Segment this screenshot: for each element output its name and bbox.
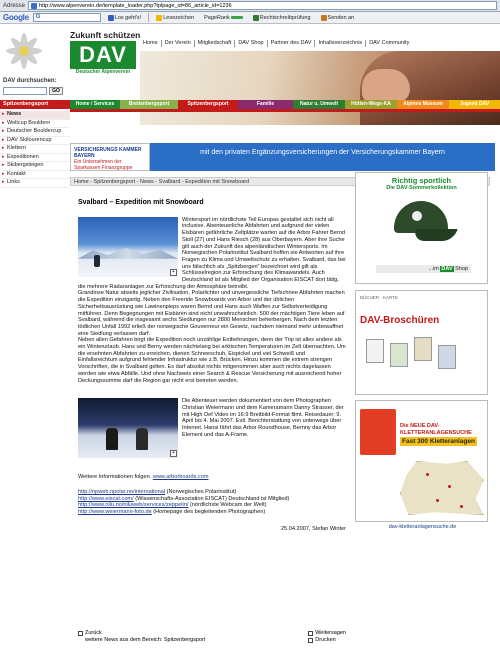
article-title: Svalbard – Expedition mit Snowboard <box>78 199 204 206</box>
climber-hand <box>362 69 410 103</box>
section-nav <box>70 100 500 109</box>
sidebar-item-skitourencup[interactable]: ▸ DAV Skitourencup <box>0 137 70 146</box>
print-link[interactable]: Drucken <box>308 637 346 644</box>
links-block: Weitere Informationen folgen. www.arborboards.com http://npweb.npolar.no/international (Norwegisches Polarinstitut) http://www.eiscat.com/ (Wissenschafts-Assoziation EISCAT) Deutschland ist Mitglied) http://www.nilu.no/niluweb/services/zeppelin/ (nördlichste Webcam der Welt) http://www.weiermann-foto.de (Homepage des begleitenden Photographen) 25.04.2007, Stefan Winter <box>78 474 346 532</box>
site-search-input[interactable] <box>3 87 47 95</box>
sidebar-item-skibergsteigen[interactable]: ▸ Skibergsteigen <box>0 162 70 171</box>
address-label: Adresse <box>3 2 26 9</box>
germany-map-icon <box>400 461 484 515</box>
secnav-breitenbergsport[interactable]: Breitenbergsport <box>120 100 178 109</box>
ad2-header: BÜCHER · KARTE <box>360 295 398 300</box>
edelweiss-icon <box>6 33 42 69</box>
ad3-url[interactable]: dav-kletteranlagensuche.de <box>388 524 457 530</box>
zoom-icon[interactable]: + <box>170 269 177 276</box>
topnav-home[interactable]: Home <box>143 40 158 46</box>
sidebar-item-expeditionen[interactable]: ▸ Expeditionen <box>0 154 70 163</box>
brochure-icon <box>366 339 384 363</box>
arrow-icon: ▸ <box>2 162 5 168</box>
article-para-1: Wintersport im nördlichste Teil Europas gestaltet sich nicht all inclusive. Abenteuerliche Abfahrten und aufgrund der vielen Eisbären gefährliche Zeltplätze warten auf die Arbor Fahrer Bernd Stoll (27) und Hans Riesch (28) aus Oberbayern. Aber ihre Suche gilt auch der Zukunft des alpenländischen Wintersports. Im Norwegischen Polarinstitut Svalbard hoffen sie Antworten auf ihre Fragen zu Klima und Umweltschutz zu erhalten. Svalbard, das bei uns fälschlich als „Spitzbergen" bezeichnet wird gilt als Schlüsselregion zur Erforschung des Klimawandels. Auch Deutschland ist als Mitglied der Organisation EISCAT dort tätig, die mehrere Radaranlagen zur Erforschung der Atmosphäre betreibt. <box>78 216 346 290</box>
bookmarks-button[interactable]: Lesezeichen <box>153 13 197 22</box>
article-para-4: Die Abenteuer werden dokumentiert von dem Photographen Christian Weiermann und dem Kameramann Danny Strasser, der mit High Def Video im 16:9 Breitbild-Format filmt. Reisedauer: 9. April bis 4. Mai 2007. Evtl. Berichterstattung von unterwegs über Internet. Hansi fährt das Arbor Roundhouse, Bernny das Arbor Element und das A-Frame. <box>182 398 344 438</box>
page-icon <box>31 3 37 9</box>
more-news-link[interactable]: weitere News aus dem Bereich: Spitzenbergsport <box>85 637 206 643</box>
google-toolbar <box>0 12 500 24</box>
secnav-home[interactable]: Home / Services <box>70 100 120 109</box>
secnav-familie[interactable]: Familie <box>238 100 293 109</box>
link-weiermann[interactable]: http://www.weiermann-foto.de <box>78 509 152 516</box>
top-nav <box>140 39 500 48</box>
search-go-button[interactable]: GO <box>49 87 63 95</box>
search-icon <box>108 15 114 21</box>
arrow-icon: ▸ <box>2 170 5 177</box>
sidebar <box>0 100 70 188</box>
star-icon <box>156 15 162 21</box>
breadcrumb[interactable]: Home - Spitzenbergsport - News - Svalbard - Expedition mit Snowboard <box>70 177 490 186</box>
arrow-icon: ▸ <box>2 136 5 143</box>
zoom-icon[interactable]: + <box>170 450 177 457</box>
header-left <box>0 25 70 100</box>
insurance-banner[interactable] <box>70 143 495 171</box>
site <box>0 25 500 655</box>
send-icon <box>321 15 327 21</box>
google-search-input[interactable] <box>33 13 101 22</box>
mail-icon <box>308 631 313 636</box>
sidebar-list <box>0 109 70 188</box>
dav-logo[interactable]: DAV <box>70 41 136 69</box>
checkmark-icon <box>253 15 259 21</box>
topnav-community[interactable]: DAV Community <box>365 40 412 47</box>
tagline: Zukunft schützen <box>70 30 141 40</box>
link-eiscat[interactable]: http://www.eiscat.com/ <box>78 495 134 502</box>
sidebar-item-news[interactable]: ▸ News <box>0 111 70 120</box>
printer-icon <box>308 638 313 643</box>
ad1-title: Richtig sportlich <box>391 176 452 185</box>
ad3-fast: Fast 300 Kletteranlagen <box>402 438 475 445</box>
arborboards-link[interactable]: www.arborboards.com <box>152 474 209 481</box>
send-button[interactable]: Senden an <box>318 13 358 22</box>
section-nav-underline <box>70 109 500 112</box>
sidebar-heading: Spitzenbergsport <box>0 100 70 109</box>
ad1-shop-bar: ...im DAV Shop <box>376 265 471 273</box>
article-photo-2[interactable] <box>78 398 178 458</box>
secnav-museum[interactable]: Alpines Museum <box>397 100 449 109</box>
google-logo[interactable]: Google <box>3 13 29 22</box>
url-input[interactable] <box>28 1 497 10</box>
link-npolar[interactable]: http://npweb.npolar.no/international <box>78 488 166 495</box>
arrow-icon: ▸ <box>2 153 5 160</box>
arrow-icon: ▸ <box>2 145 5 151</box>
link-nilu[interactable]: http://www.nilu.no/niluweb/services/zeppelin/ <box>78 502 189 509</box>
brochure-icon <box>438 345 456 369</box>
arrow-icon: ▸ <box>2 119 5 126</box>
sidebar-item-weltcup[interactable]: ▸ Weltcup Bouldern <box>0 120 70 129</box>
pagerank-bar-icon <box>231 16 243 19</box>
secnav-spitzenbergsport[interactable]: Spitzenbergsport <box>178 100 238 109</box>
map-pin-icon <box>448 485 451 488</box>
cap-icon <box>386 201 456 247</box>
address-bar <box>0 0 500 12</box>
logo-area <box>70 25 140 100</box>
secnav-jugend[interactable]: Jugend DAV <box>449 100 500 109</box>
sidebar-item-klettern[interactable]: ▸ Klettern <box>0 145 70 154</box>
go-button[interactable]: Los geht's! <box>105 13 144 22</box>
map-pin-icon <box>460 505 463 508</box>
article-photo-1[interactable] <box>78 217 178 277</box>
ad-climbing-search[interactable] <box>355 400 488 530</box>
more-info-text: Weitere Informationen folgen. <box>78 474 153 481</box>
sidebar-item-kontakt[interactable]: ▸ Kontakt <box>0 171 70 180</box>
article <box>78 200 346 533</box>
article-block-2 <box>78 384 346 457</box>
ad-summer-collection[interactable] <box>355 172 488 284</box>
banner-text: mit den privaten Ergänzungsversicherungen der Versicherungskammer Bayern <box>150 143 495 171</box>
topnav-partner[interactable]: Partner des DAV <box>267 40 315 47</box>
hero-image <box>140 51 500 125</box>
topnav-inhalt[interactable]: Inhaltsverzeichnis <box>314 40 365 47</box>
url-text: http://www.alpenverein.de/template_loader.php?tplpage_id=86_article_id=1236 <box>39 3 232 9</box>
back-arrow-icon <box>78 631 83 636</box>
ad-brochures[interactable] <box>355 290 488 395</box>
brochure-icon <box>390 343 408 367</box>
secnav-huetten[interactable]: Hütten-Wege-KA <box>345 100 397 109</box>
arrow-icon: ▸ <box>2 111 5 117</box>
map-pin-icon <box>436 499 439 502</box>
article-para-3: Neben allen Gefahren birgt die Expedition noch unzählige Entbehrungen, denn der Trip ist alles andere als ein Winterurlaub. Hans und Berny werden nächtelang bei arktischen Temperaturen im Zelt übernachten. Um die ersehnten Abfahrten zu erreichen, dienen Schneeschuh, Eispickel und viel Schweiß und Einfallsreichtum aufgrund fehlender Infrastruktur wie z.B. Brücken. Hinzu kommen die extrem strengen Vorschriften, die in Svalbard gelten. Es darf absolut nichts mitgenommen aber auch nichts dagelassen werden wie etwa Abfälle. Und ohne Nachweis einer Search & Rescue Versicherung mit ausreichend hoher Deckungssumme darf die Region gar nicht erst betreten werden. <box>78 337 346 384</box>
topnav-shop[interactable]: DAV Shop <box>234 40 266 47</box>
arrow-icon: ▸ <box>2 128 5 134</box>
arrow-icon: ▸ <box>2 179 5 185</box>
climber-icon <box>360 409 396 455</box>
sidebar-item-bouldercup[interactable]: ▸ Deutscher Bouldercup <box>0 128 70 137</box>
topnav-mitgliedschaft[interactable]: Mitgliedschaft <box>194 40 235 47</box>
secnav-natur[interactable]: Natur u. Umwelt <box>293 100 345 109</box>
back-link[interactable]: Zurück <box>78 630 205 637</box>
dav-logo-subtitle: Deutscher Alpenverein <box>70 69 136 76</box>
brochure-icon <box>414 337 432 361</box>
recommend-link[interactable]: Weitersagen <box>308 630 346 637</box>
topnav-verein[interactable]: Der Verein <box>161 40 194 47</box>
date-author: 25.04.2007, Stefan Winter <box>281 525 346 532</box>
ad2-title: DAV-Broschüren <box>360 315 440 326</box>
search-label: DAV durchsuchen: <box>3 78 57 84</box>
spellcheck-button[interactable]: Rechtschreibprüfung <box>250 13 314 22</box>
article-para-2: Grandiose Natur abseits jeglicher Zivilisation, Polarlichter und unvergessliche Tiefschnee Abfahrten machen die Expedition einzigartig. Neben den Freeride Snowboards von Arbor und der üblichen Sicherheitsausrüstung wie Lawinenpieps waren Bernd und Hans auch Waffen zur Selbstverteidigung mitführen. Denn Begegnungen mit Eisbären sind nicht unwahrscheinlich. 500 der mächtigen Tiere leben auf Svalbard, während die insgesamt sechs Siedlungen nur 2800 Menschen beherbergen. Nach dem letzten tödlichen Unfall 1992 erließ der norwegische Gouverneur ein Gesetz, nachdem niemand mehr unbewaffnet eine Siedlung verlassen darf. <box>78 290 345 337</box>
ad1-subtitle: Die DAV-Sommerkollektion <box>386 185 457 191</box>
ad3-header: Die NEUE DAV-KLETTERANLAGENSUCHE <box>400 423 472 436</box>
sidebar-item-links[interactable]: ▸ Links <box>0 179 70 188</box>
pagerank-button[interactable]: PageRank <box>201 13 246 22</box>
map-pin-icon <box>426 473 429 476</box>
insurance-logo: VERSICHERUNGS KAMMER BAYERN Ein Unternehmen der Sparkassen Finanzgruppe <box>70 143 150 171</box>
